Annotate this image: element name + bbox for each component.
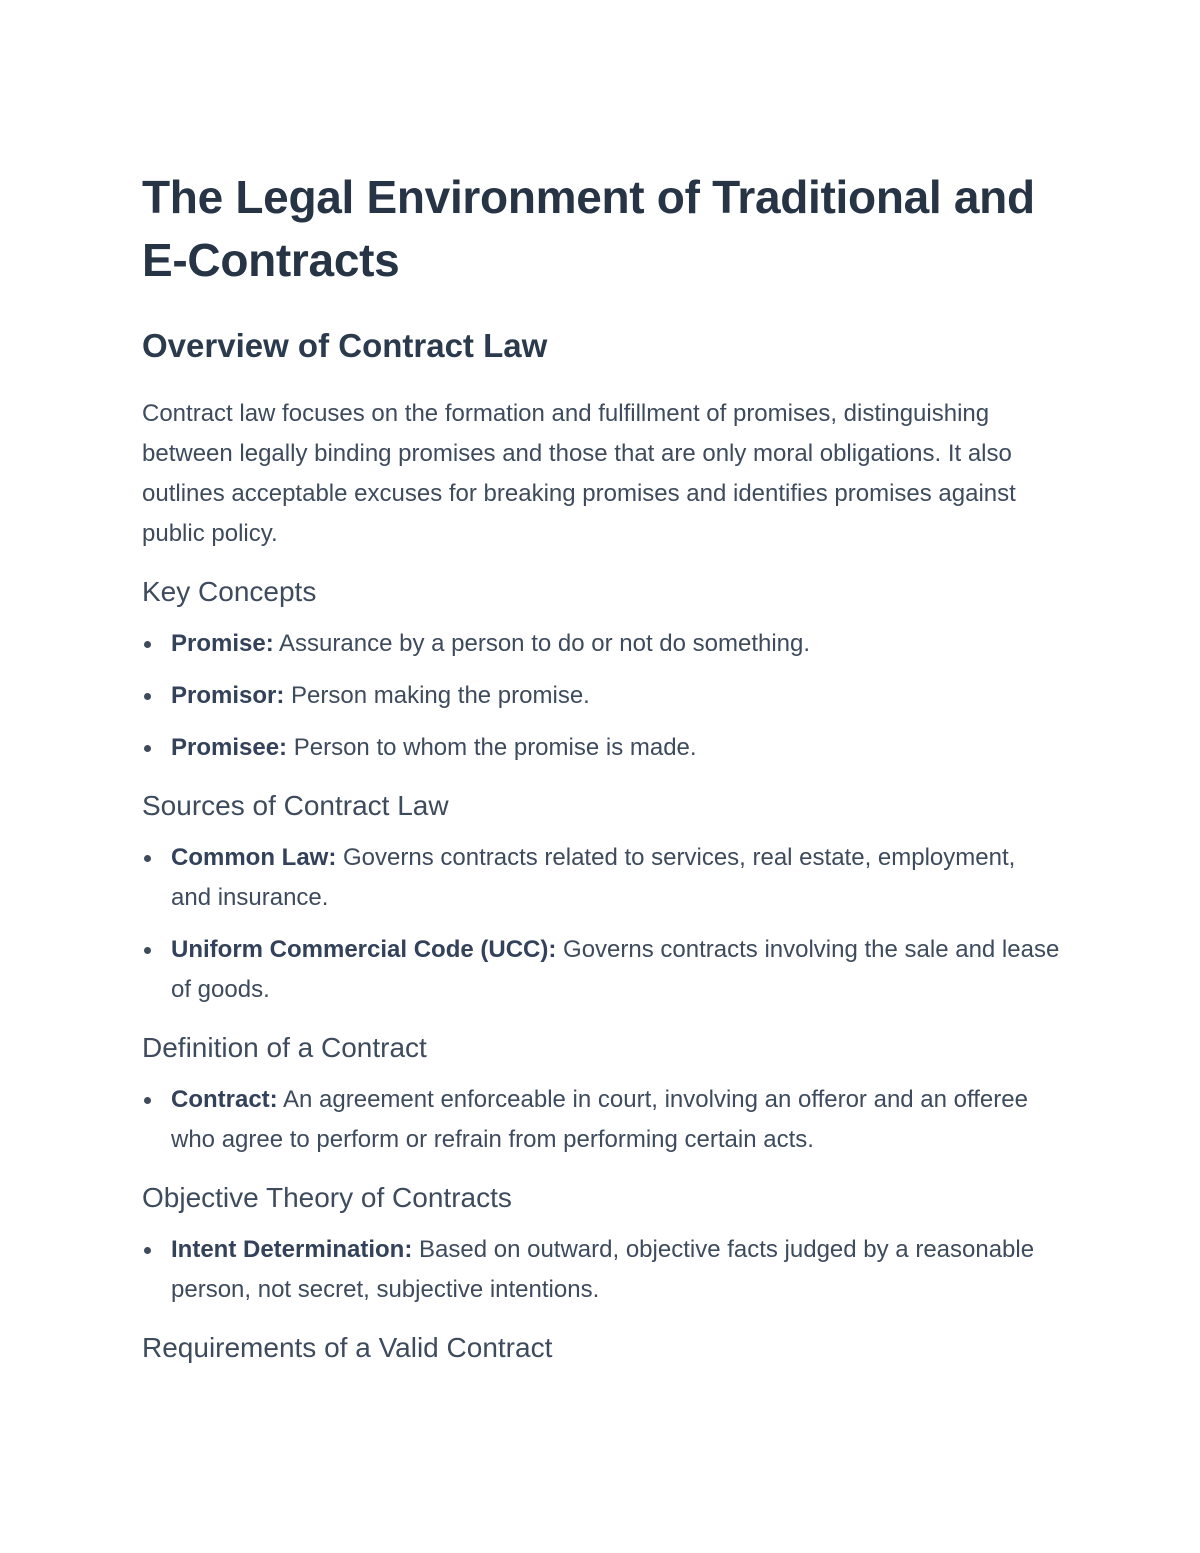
term-description: An agreement enforceable in court, involving an offeror and an offeree who agree to perform or refrain from performing certain acts.: [171, 1086, 1028, 1153]
objective-theory-heading: Objective Theory of Contracts: [142, 1182, 512, 1213]
list-item: [142, 930, 1060, 1010]
bullet-icon: [144, 1097, 151, 1104]
term-label: Common Law:: [171, 844, 337, 871]
term-label: Contract:: [171, 1086, 278, 1113]
document-title: The Legal Environment of Traditional and E-Contracts: [142, 171, 1035, 286]
bullet-icon: [144, 745, 151, 752]
term-description: Governs contracts related to services, real estate, employment, and insurance.: [171, 844, 1016, 911]
bullet-icon: [144, 693, 151, 700]
list-item: [142, 1080, 1060, 1160]
bullet-icon: [144, 855, 151, 862]
term-label: Promise:: [171, 630, 274, 657]
term-description: Assurance by a person to do or not do something.: [273, 630, 811, 657]
sources-list: [142, 838, 1060, 1010]
list-item: [142, 624, 1060, 664]
definition-list: [142, 1080, 1060, 1160]
bullet-icon: [144, 1247, 151, 1254]
definition-heading: Definition of a Contract: [142, 1032, 427, 1063]
term-description: Person making the promise.: [284, 682, 590, 709]
term-description: Person to whom the promise is made.: [287, 734, 697, 761]
list-item: [142, 1230, 1060, 1310]
term-label: Promisee:: [171, 734, 288, 761]
term-label: Promisor:: [171, 682, 285, 709]
sources-heading: Sources of Contract Law: [142, 790, 449, 821]
key-concepts-list: [142, 624, 1060, 768]
requirements-heading: Requirements of a Valid Contract: [142, 1332, 553, 1363]
term-description: Based on outward, objective facts judged by a reasonable person, not secret, subjective intentions.: [171, 1236, 1035, 1303]
term-label: Uniform Commercial Code (UCC):: [171, 936, 557, 963]
bullet-icon: [144, 641, 151, 648]
bullet-icon: [144, 947, 151, 954]
term-description: Governs contracts involving the sale and lease of goods.: [171, 936, 1060, 1003]
section-heading: Overview of Contract Law: [142, 327, 548, 364]
key-concepts-heading: Key Concepts: [142, 576, 317, 607]
intro-paragraph: Contract law focuses on the formation and fulfillment of promises, distinguishing between legally binding promises and those that are only moral obligations. It also outlines acceptable excuses for breaking promises and identifies promises against public policy.: [142, 400, 1016, 547]
list-item: [142, 838, 1060, 918]
objective-theory-list: [142, 1230, 1060, 1310]
list-item: [142, 676, 1060, 716]
term-label: Intent Determination:: [171, 1236, 413, 1263]
list-item: [142, 728, 1060, 768]
